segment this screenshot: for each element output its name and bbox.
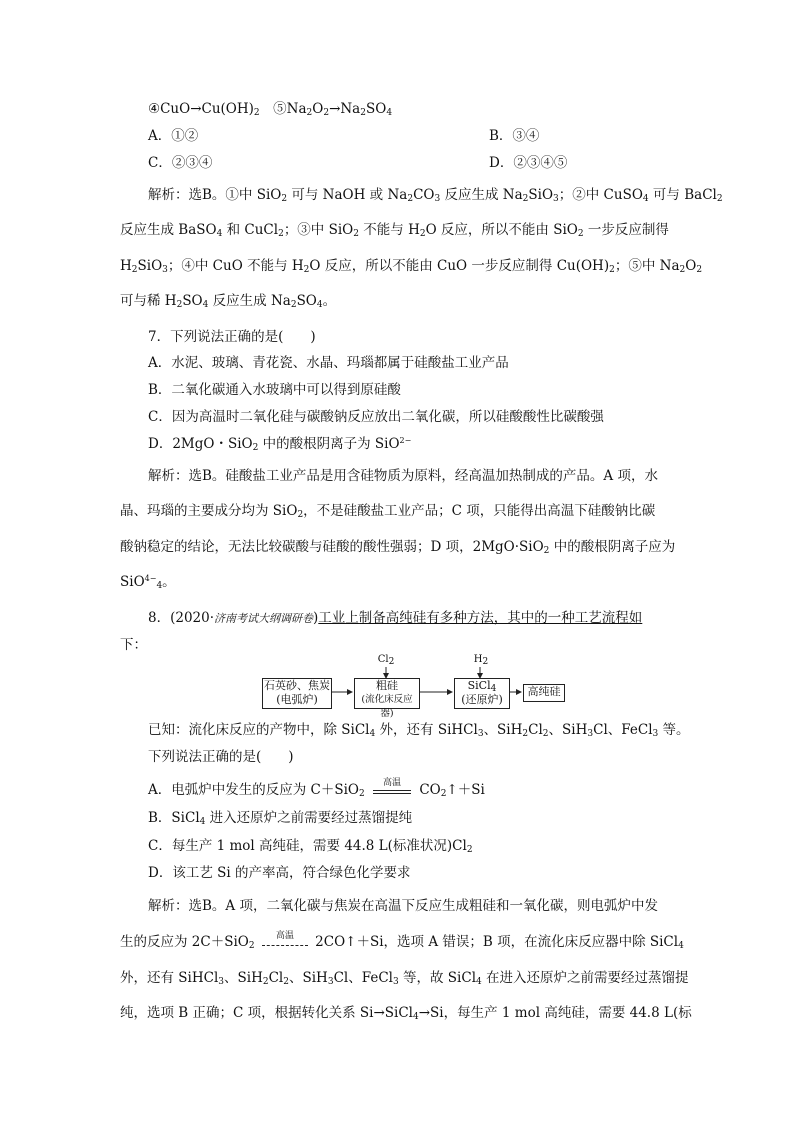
q8-choice-d: D．该工艺 Si 的产率高，符合绿色化学要求 — [148, 865, 411, 881]
q7-analysis-line-2: 晶、玛瑙的主要成分均为 SiO$_2$，不是硅酸盐工业产品；C 项，只能得出高温下硅酸钠比碳 — [120, 503, 656, 520]
q8-known: 已知：流化床反应的产物中，除 SiCl$_4$ 外，还有 SiHCl$_3$、$SiH_2Cl_2$、SiH$_3$Cl、FeCl$_3$ 等。 — [148, 722, 690, 739]
q8-stem-line-2: 下： — [120, 637, 147, 653]
q8-stem: 8．(2020·济南考试大纲调研卷)工业上制备高纯硅有多种方法，其中的一种工艺流程如 — [148, 610, 643, 626]
q6-analysis-line-3: $H_2SiO_3$；④中 CuO 不能与 $H_2O$ 反应，所以不能由 CuO 一步反应制得 $Cu(OH)_2$；⑤中 $Na_2O_2$ — [120, 258, 703, 275]
q6-analysis-line-4: 可与稀 $H_2SO_4$ 反应生成 $Na_2SO_4$。 — [120, 293, 337, 310]
q8-stem-rest: 工业上制备高纯硅有多种方法，其中的一种工艺流程如 — [318, 610, 643, 626]
q8-analysis-line-2: 生的反应为 2C＋SiO$_2$ 高温 2CO↑＋Si，选项 A 错误；B 项，在流化床反应器中除 SiCl$_4$ — [120, 931, 684, 951]
flow-input-cl2: $Cl_2$ — [377, 654, 395, 667]
flow-box-reduction-furnace: SiCl$_4$ (还原炉) — [454, 678, 510, 709]
q8-source: 济南考试大纲调研卷 — [214, 612, 314, 625]
flow-box-fluidized-bed: 粗硅 (流化床反应器) — [354, 678, 420, 709]
q8-analysis-line-4: 纯，选项 B 正确；C 项，根据转化关系 Si→SiCl$_4$→Si，每生产 1 mol 高纯硅，需要 44.8 L(标 — [120, 1005, 692, 1022]
flow-box-arc-furnace: 石英砂、焦炭 (电弧炉) — [262, 678, 332, 709]
q7-choice-c: C．因为高温时二氧化硅与碳酸钠反应放出二氧化碳，所以硅酸酸性比碳酸强 — [148, 409, 604, 425]
process-flow-diagram — [262, 654, 592, 719]
q8-choice-b: B．SiCl$_4$ 进入还原炉之前需要经过蒸馏提纯 — [148, 810, 413, 827]
q6-choice-c: C．②③④ — [148, 155, 213, 171]
q6-choice-a: A．①② — [148, 128, 199, 144]
flow-box-high-purity-si: 高纯硅 — [523, 684, 565, 702]
q7-choice-d: D．2MgO・SiO$_2$ 中的酸根阴离子为 SiO$^{2-}$ — [148, 436, 412, 453]
q8-question: 下列说法正确的是( ) — [148, 749, 294, 765]
q6-choice-b: B．③④ — [489, 128, 540, 144]
q8-analysis-line-1: 解析：选B。A 项，二氧化碳与焦炭在高温下反应生成粗硅和一氧化碳，则电弧炉中发 — [148, 898, 658, 914]
q8-choice-c: C．每生产 1 mol 高纯硅，需要 44.8 L(标准状况)$Cl_2$ — [148, 838, 473, 855]
q7-analysis-line-1: 解析：选B。硅酸盐工业产品是用含硅物质为原料，经高温加热制成的产品。A 项，水 — [148, 468, 658, 484]
q6-analysis-line-1: 解析：选B。①中 SiO$_2$ 可与 NaOH 或 $Na_2CO_3$ 反应生成 $Na_2SiO_3$；②中 CuSO$_4$ 可与 BaCl$_2$ — [148, 187, 723, 204]
flow-input-h2: $H_2$ — [473, 654, 489, 667]
q7-analysis-line-4: SiO$^{4-}_4$。 — [120, 574, 176, 591]
q7-stem: 7．下列说法正确的是( ) — [148, 329, 316, 345]
q6-choice-d: D．②③④⑤ — [489, 155, 568, 171]
q8-choice-a: A．电弧炉中发生的反应为 C＋SiO$_2$ 高温 $CO_2↑+Si$ — [148, 778, 485, 799]
q6-analysis-line-2: 反应生成 BaSO$_4$ 和 CuCl$_2$；③中 SiO$_2$ 不能与 $H_2O$ 反应，所以不能由 SiO$_2$ 一步反应制得 — [120, 222, 669, 239]
q8-analysis-line-3: 外，还有 SiHCl$_3$、$SiH_2Cl_2$、SiH$_3$Cl、FeCl$_3$ 等，故 SiCl$_4$ 在进入还原炉之前需要经过蒸馏提 — [120, 970, 689, 987]
q6-options-tail: $④CuO\to Cu(OH)_2$ $⑤Na_2O_2\to Na_2SO_4$ — [148, 101, 393, 118]
q7-choice-a: A．水泥、玻璃、青花瓷、水晶、玛瑙都属于硅酸盐工业产品 — [148, 355, 509, 371]
q7-choice-b: B．二氧化碳通入水玻璃中可以得到原硅酸 — [148, 382, 401, 398]
q7-analysis-line-3: 酸钠稳定的结论，无法比较碳酸与硅酸的酸性强弱；D 项，2MgO·SiO$_2$ 中的酸根阴离子应为 — [120, 539, 676, 556]
